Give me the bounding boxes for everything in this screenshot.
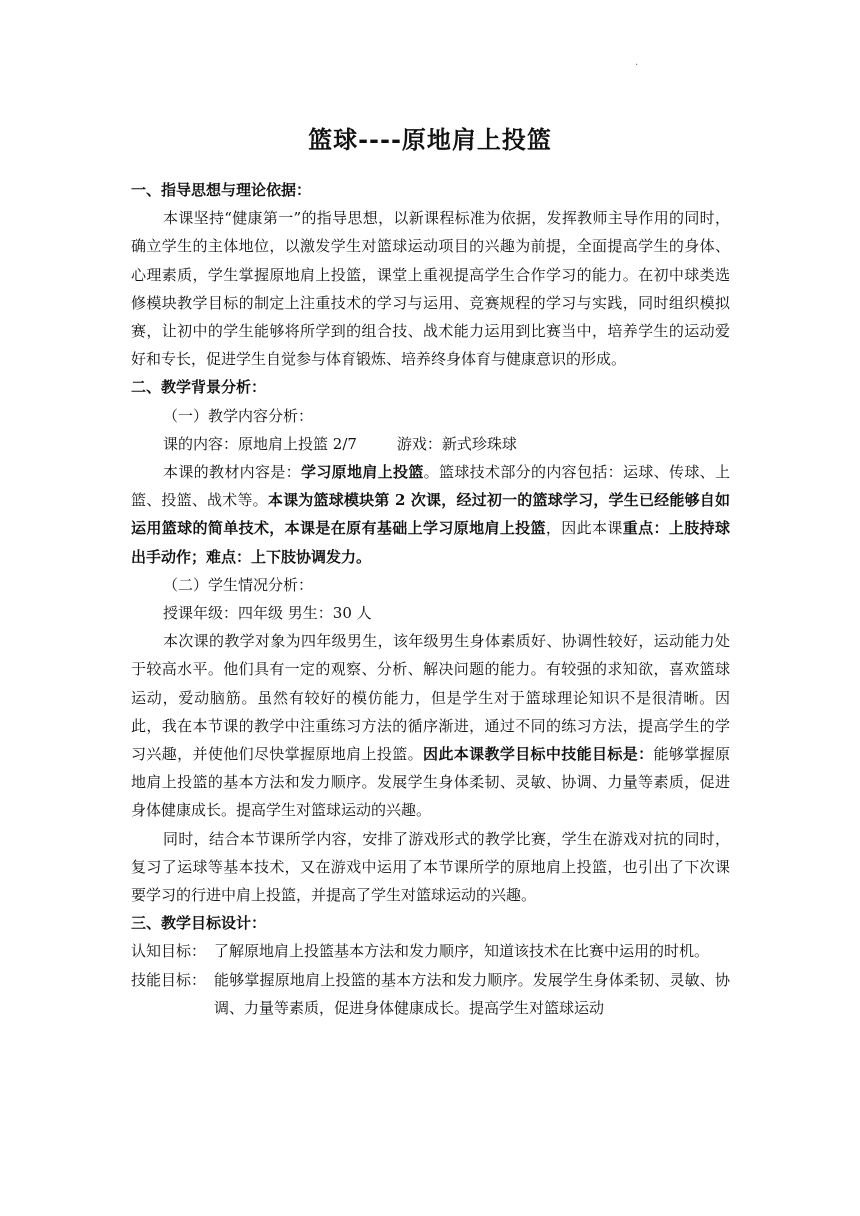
- goal-label: 认知目标：: [131, 942, 207, 961]
- text-run: ，因此本课: [545, 519, 623, 538]
- paragraph-game-arrangement: 同时，结合本节课所学内容，安排了游戏形式的教学比赛，学生在游戏对抗的同时，复习了运球等基本技术，又在游戏中运用了本节课所学的原地肩上投篮，也引出了下次课要学习的行进中肩上投篮，并提高了学生对篮球运动的兴趣。: [131, 829, 730, 905]
- lesson-content-text: 课的内容：原地肩上投篮 2/7: [163, 434, 357, 453]
- subheading-student-analysis: （二）学生情况分析：: [163, 575, 314, 594]
- document-title: 篮球----原地肩上投篮: [308, 126, 552, 154]
- document-body: [131, 176, 730, 1022]
- section-heading-1: 一、指导思想与理论依据：: [131, 181, 312, 199]
- lesson-content-line: [131, 430, 730, 458]
- goal-text: 能够掌握原地肩上投篮的基本方法和发力顺序。发展学生身体柔韧、灵敏、协调、力量等素质，促进身体健康成长。提高学生对篮球运动: [214, 970, 730, 1017]
- text-run: 本次课的教学对象为四年级男生，该年级男生身体素质好、协调性较好，运动能力处于较高水平。他们具有一定的观察、分析、解决问题的能力。有较强的求知欲，喜欢篮球运动，爱动脑筋。虽然有较好的模仿能力，但是学生对于篮球理论知识不是很清晰。因此，我在本节课的教学中注重练习方法的循序渐进，通过不同的练习方法，提高学生的学习兴趣，并使他们尽快掌握原地肩上投篮。: [131, 632, 730, 764]
- goal-label: 技能目标：: [131, 970, 207, 989]
- header-mark: .: [635, 57, 639, 68]
- grade-line: 授课年级：四年级 男生：30 人: [163, 604, 372, 623]
- section-heading-2: 二、教学背景分析：: [131, 378, 267, 397]
- bold-run-key-points: 重点：上肢持球出手动作；难点：上下肢协调发力。: [131, 519, 730, 566]
- goal-skill: [131, 966, 730, 1022]
- subheading-content-analysis: （一）教学内容分析：: [163, 406, 314, 425]
- goal-cognitive: [131, 937, 730, 965]
- paragraph-guiding-ideology: 本课坚持“健康第一”的指导思想，以新课程标准为依据，发挥教师主导作用的同时，确立学生的主体地位，以激发学生对篮球运动项目的兴趣为前提，全面提高学生的身体、心理素质，学生掌握原地肩上投篮，课堂上重视提高学生合作学习的能力。在初中球类选修模块教学目标的制定上注重技术的学习与运用、竞赛规程的学习与实践，同时组织模拟赛，让初中的学生能够将所学到的组合技、战术能力运用到比赛当中，培养学生的运动爱好和专长，促进学生自觉参与体育锻炼、培养终身体育与健康意识的形成。: [131, 209, 730, 369]
- game-text: 游戏：新式珍珠球: [396, 434, 517, 453]
- text-run: 本课的教材内容是：: [163, 463, 301, 482]
- paragraph-teaching-material: [131, 458, 730, 571]
- goal-text: 了解原地肩上投篮基本方法和发力顺序，知道该技术在比赛中运用的时机。: [214, 942, 710, 961]
- bold-run: 因此本课教学目标中技能目标是：: [422, 745, 654, 764]
- bold-run: 学习原地肩上投篮: [301, 463, 424, 482]
- text-run: 能够掌握原地肩上投篮的基本方法和发力顺序。发展学生身体柔韧、灵敏、协调、力量等素质，促进身体健康成长。提高学生对篮球运动的兴趣。: [131, 745, 730, 820]
- section-heading-3: 三、教学目标设计：: [131, 914, 267, 933]
- paragraph-student-situation: [131, 627, 730, 824]
- text-run: 。篮球技术部分的内容包括：运球、传球、上篮、投篮、战术等。: [131, 463, 730, 510]
- bold-run: 本课为篮球模块第 2 次课，经过初一的篮球学习，学生已经能够自如运用篮球的简单技术，本课是在原有基础上学习原地肩上投篮: [131, 491, 730, 538]
